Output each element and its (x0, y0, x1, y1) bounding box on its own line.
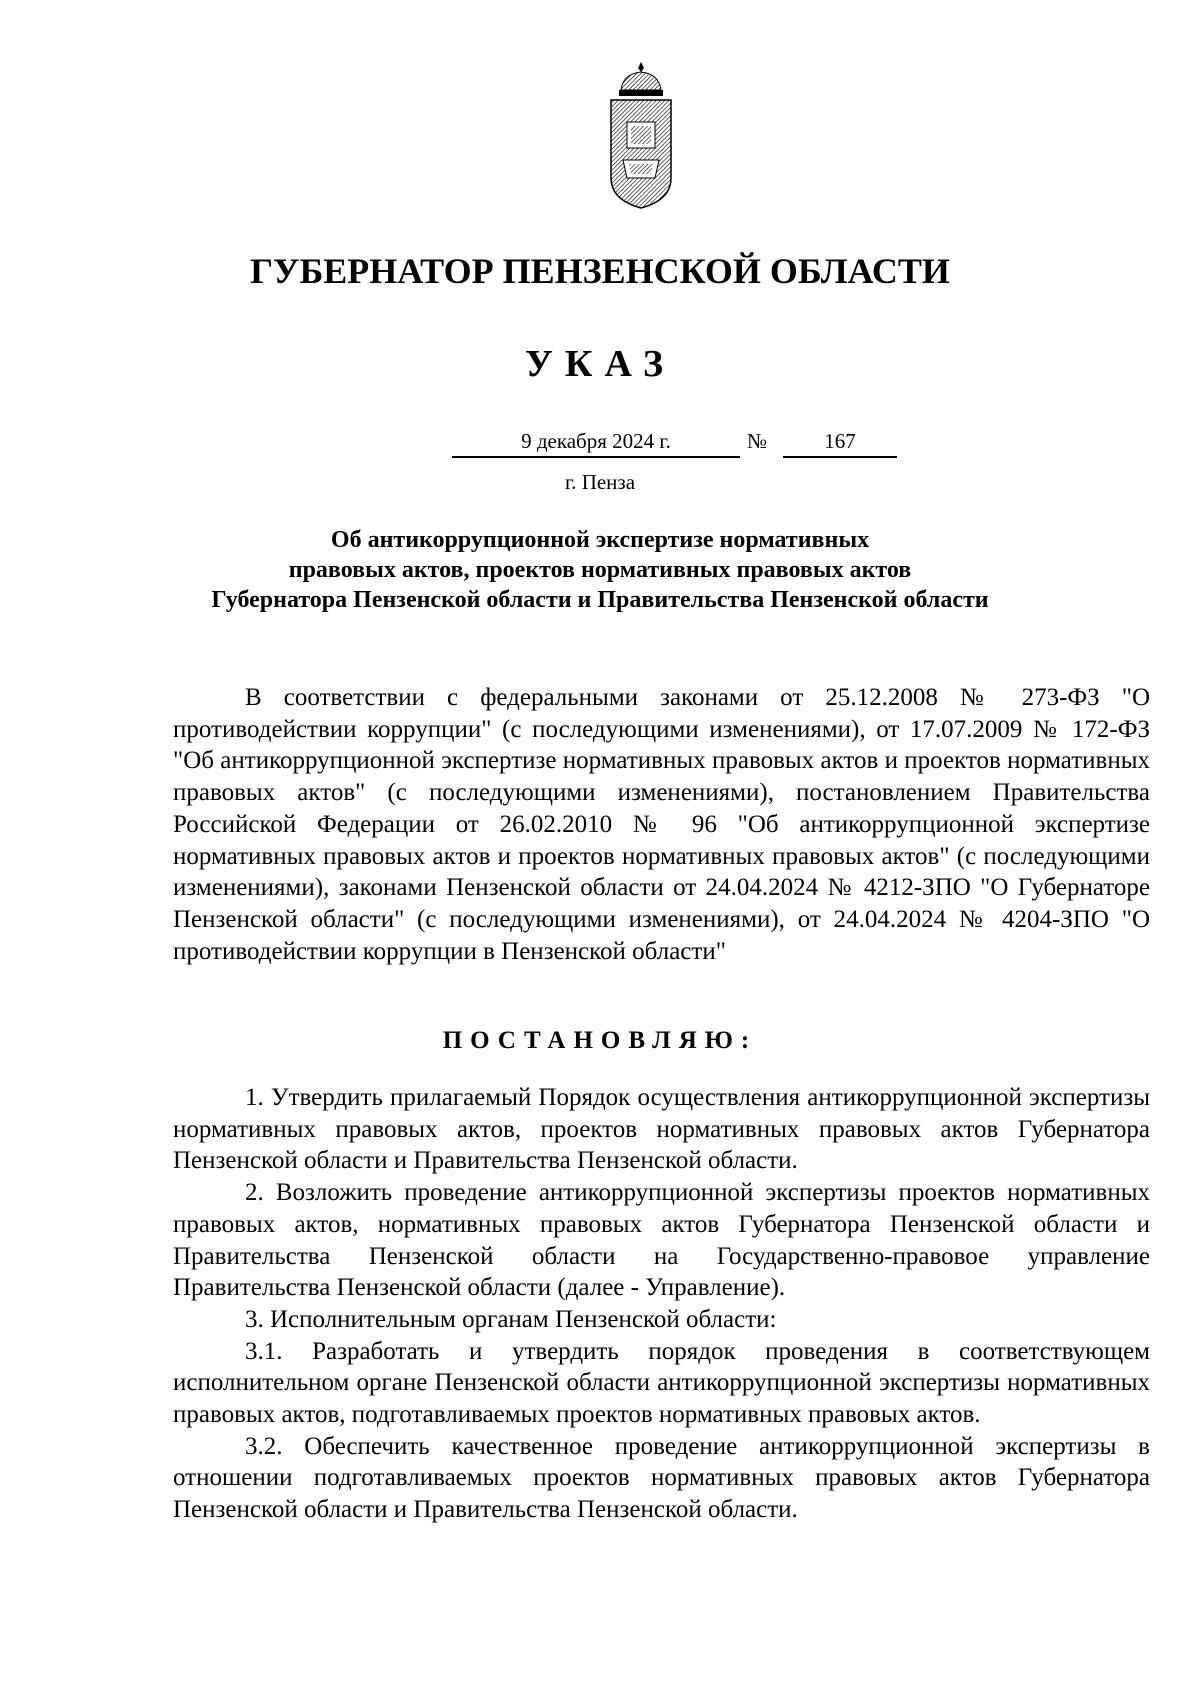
decree-item: 2. Возложить проведение антикоррупционной экспертизы проектов нормативных правовых актов, нормативных правовых актов Губернатора Пензенской области и Правительства Пензенской области на Государственно-правовое управление Правительства Пензенской области (далее - Управление). (173, 1179, 1150, 1302)
decree-item: 1. Утвердить прилагаемый Порядок осуществления антикоррупционной экспертизы нормативных правовых актов, проектов нормативных правовых актов Губернатора Пензенской области и Правительства Пензенской области. (173, 1084, 1150, 1175)
title-line: правовых актов, проектов нормативных правовых актов (288, 557, 912, 583)
decree-items (173, 1082, 1150, 1526)
title-line: Губернатора Пензенской области и Правительства Пензенской области (211, 587, 989, 613)
number-label: № (747, 429, 768, 453)
title-line: Об антикоррупционной экспертизе нормативных (330, 527, 870, 553)
issue-city: г. Пенза (564, 470, 636, 494)
decree-number: 167 (783, 426, 897, 458)
penza-oblast-coat-of-arms-icon (603, 60, 679, 212)
resolve-heading: ПОСТАНОВЛЯЮ: (442, 1027, 758, 1054)
preamble-block (173, 682, 1150, 967)
decree-date: 9 декабря 2024 г. (452, 426, 740, 458)
decree-title (170, 525, 1030, 615)
document-type: УКАЗ (525, 343, 675, 385)
decree-item: 3.1. Разработать и утвердить порядок проведения в соответствующем исполнительном органе Пензенской области антикоррупционной экспертизы нормативных правовых актов, подготавливаемых проектов нормативных правовых актов. (173, 1337, 1150, 1429)
decree-item: 3.2. Обеспечить качественное проведение антикоррупционной экспертизы в отношении подготавливаемых проектов нормативных правовых актов Губернатора Пензенской области и Правительства Пензенской области. (173, 1432, 1150, 1524)
preamble-paragraph: В соответствии с федеральными законами от 25.12.2008 № 273-ФЗ "О противодействии коррупции" (с последующими изменениями), от 17.07.2009 № 172-ФЗ "Об антикоррупционной экспертизе нормативных правовых актов и проектов нормативных правовых актов" (с последующими изменениями), постановлением Правительства Российской Федерации от 26.02.2010 № 96 "Об антикоррупционной экспертизе нормативных правовых актов и проектов нормативных правовых актов" (с последующими изменениями), законами Пензенской области от 24.04.2024 № 4212-ЗПО "О Губернаторе Пензенской области" (с последующими изменениями), от 24.04.2024 № 4204-ЗПО "О противодействии коррупции в Пензенской области" (173, 684, 1150, 965)
issuing-authority: ГУБЕРНАТОР ПЕНЗЕНСКОЙ ОБЛАСТИ (250, 251, 950, 291)
decree-item: 3. Исполнительным органам Пензенской области: (245, 1305, 777, 1333)
